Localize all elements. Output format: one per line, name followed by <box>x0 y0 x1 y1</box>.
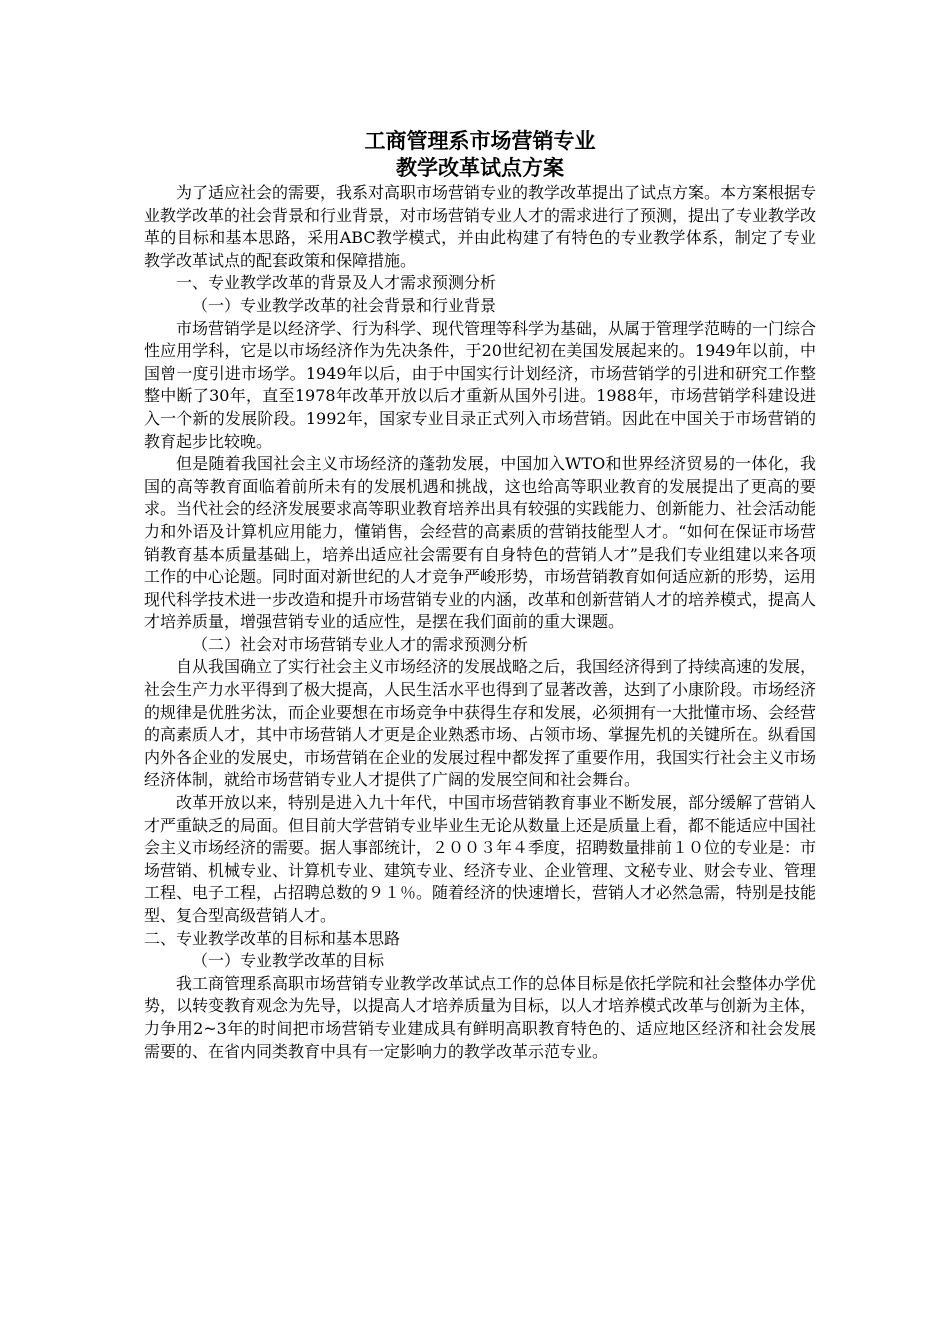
section1-sub1-paragraph2: 但是随着我国社会主义市场经济的蓬勃发展，中国加入WTO和世界经济贸易的一体化，我国的高等教育面临着前所未有的发展机遇和挑战，这也给高等职业教育的发展提出了更高的要求。当代社会的经济发展要求高等职业教育培养出具有较强的实践能力、创新能力、社会活动能力和外语及计算机应用能力，懂销售，会经营的高素质的营销技能型人才。“如何在保证市场营销教育基本质量基础上，培养出适应社会需要有自身特色的营销人才”是我们专业组建以来各项工作的中心论题。同时面对新世纪的人才竞争严峻形势，市场营销教育如何适应新的形势，运用现代科学技术进一步改造和提升市场营销专业的内涵，改革和创新营销人才的培养模式，提高人才培养质量，增强营销专业的适应性，是摆在我们面前的重大课题。 <box>144 454 817 632</box>
section1-sub2-paragraph1: 自从我国确立了实行社会主义市场经济的发展战略之后，我国经济得到了持续高速的发展，社会生产力水平得到了极大提高，人民生活水平也得到了显著改善，达到了小康阶段。市场经济的规律是优胜劣汰，而企业要想在市场竞争中获得生存和发展，必须拥有一大批懂市场、会经营的高素质人才，其中市场营销人才更是企业熟悉市场、占领市场、掌握先机的关键所在。纵看国内外各企业的发展史，市场营销在企业的发展过程中都发挥了重要作用，我国实行社会主义市场经济体制，就给市场营销专业人才提供了广阔的发展空间和社会舞台。 <box>144 657 817 790</box>
section1-sub1-heading: （一）专业教学改革的社会背景和行业背景 <box>192 295 497 315</box>
document-page <box>144 128 816 1063</box>
section1-sub2-heading: （二）社会对市场营销专业人才的需求预测分析 <box>192 634 529 654</box>
section2-sub1-heading: （一）专业教学改革的目标 <box>192 951 385 971</box>
section1-sub1-paragraph1: 市场营销学是以经济学、行为科学、现代管理等科学为基础，从属于管理学范畴的一门综合性应用学科，它是以市场经济作为先决条件，于20世纪初在美国发展起来的。1949年以前，中国曾一度引进市场学。1949年以后，由于中国实行计划经济，市场营销学的引进和研究工作整整中断了30年，直至1978年改革开放以后才重新从国外引进。1988年，市场营销学科建设进入一个新的发展阶段。1992年，国家专业目录正式列入市场营销。因此在中国关于市场营销的教育起步比较晚。 <box>144 318 817 451</box>
section1-sub2-paragraph2: 改革开放以来，特别是进入九十年代，中国市场营销教育事业不断发展，部分缓解了营销人才严重缺乏的局面。但目前大学营销专业毕业生无论从数量上还是质量上看，都不能适应中国社会主义市场经济的需要。据人事部统计，２００３年４季度，招聘数量排前１０位的专业是：市场营销、机械专业、计算机专业、建筑专业、经济专业、企业管理、文秘专业、财会专业、管理工程、电子工程，占招聘总数的９１％。随着经济的快速增长，营销人才必然急需，特别是技能型、复合型高级营销人才。 <box>144 793 817 925</box>
intro-paragraph: 为了适应社会的需要，我系对高职市场营销专业的教学改革提出了试点方案。本方案根据专业教学改革的社会背景和行业背景，对市场营销专业人才的需求进行了预测，提出了专业教学改革的目标和基本思路，采用ABC教学模式，并由此构建了有特色的专业教学体系，制定了专业教学改革试点的配套政策和保障措施。 <box>144 183 817 270</box>
section2-heading: 二、专业教学改革的目标和基本思路 <box>144 928 401 948</box>
document-title-line1: 工商管理系市场营销专业 <box>364 129 596 153</box>
section2-sub1-paragraph1: 我工商管理系高职市场营销专业教学改革试点工作的总体目标是依托学院和社会整体办学优势，以转变教育观念为先导，以提高人才培养质量为目标，以人才培养模式改革与创新为主体，力争用2~3年的时间把市场营销专业建成具有鲜明高职教育特色的、适应地区经济和社会发展需要的、在省内同类教育中具有一定影响力的教学改革示范专业。 <box>144 973 817 1061</box>
section1-heading: 一、专业教学改革的背景及人才需求预测分析 <box>176 273 497 293</box>
document-title-line2: 教学改革试点方案 <box>396 156 564 180</box>
